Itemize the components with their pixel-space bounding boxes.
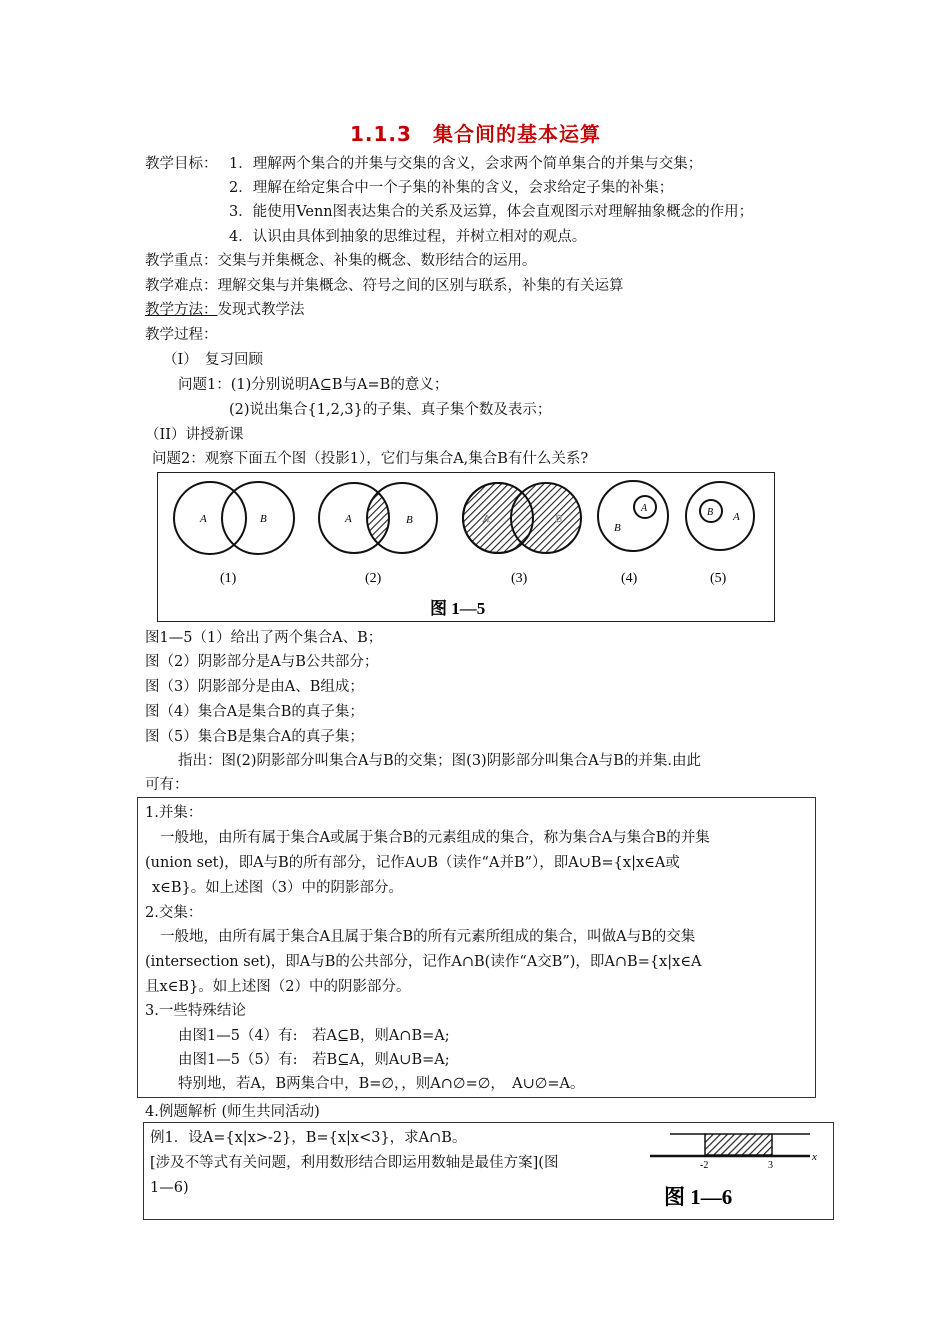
example-1-line-3: 1—6) [150, 1180, 189, 1196]
objective-item: 2．理解在给定集合中一个子集的补集的含义，会求给定子集的补集； [229, 180, 674, 196]
venn5-label-b: B [707, 507, 714, 518]
union-line: 一般地，由所有属于集合A或属于集合B的元素组成的集合，称为集合A与集合B的并集 [160, 830, 710, 846]
figure-note: 图（5）集合B是集合A的真子集； [145, 729, 364, 745]
special-line: 由图1—5（5）有: 若B⊆A，则A∪B=A; [178, 1052, 450, 1068]
question-1a: 问题1：(1)分别说明A⊆B与A=B的意义； [178, 377, 449, 393]
venn4-label-b: B [614, 522, 621, 534]
process-label: 教学过程： [145, 327, 218, 343]
intersection-title: 2.交集： [145, 905, 203, 921]
union-line: x∈B}。如上述图（3）中的阴影部分。 [152, 880, 404, 896]
venn1-label-a: A [200, 513, 207, 525]
venn2-label-a: A [345, 513, 352, 525]
special-line: 特别地，若A，B两集合中，B=∅，，则A∩∅=∅， A∪∅=A。 [178, 1076, 585, 1092]
venn3-label-a: A [483, 513, 490, 525]
question-2: 问题2：观察下面五个图（投影1），它们与集合A,集合B有什么关系? [152, 451, 589, 467]
venn1-circle-b [222, 482, 294, 554]
question-1b: (2)说出集合{1,2,3}的子集、真子集个数及表示； [229, 402, 552, 418]
difficulties: 教学难点：理解交集与并集概念、符号之间的区别与联系，补集的有关运算 [145, 278, 624, 294]
venn3-label-b: B [555, 513, 562, 525]
figure-note: 图（3）阴影部分是由A、B组成； [145, 679, 364, 695]
intersection-line: 一般地，由所有属于集合A且属于集合B的所有元素所组成的集合，叫做A与B的交集 [160, 929, 696, 945]
example-1-line-1: 例1．设A={x|x>-2}，B={x|x<3}，求A∩B。 [150, 1130, 467, 1146]
special-title: 3.一些特殊结论 [145, 1003, 246, 1019]
venn4-circle-b [598, 481, 668, 551]
new-lesson-heading: （II）讲授新课 [145, 427, 244, 443]
figure-note: 图1—5（1）给出了两个集合A、B； [145, 630, 383, 646]
objective-item: 3．能使用Venn图表达集合的关系及运算，体会直观图示对理解抽象概念的作用； [229, 204, 754, 220]
intersection-line: 且x∈B}。如上述图（2）中的阴影部分。 [145, 979, 411, 995]
venn4-label-a: A [641, 503, 648, 514]
method-line [145, 300, 305, 320]
examples-heading: 4.例题解析 (师生共同活动) [145, 1104, 320, 1120]
method-label: 教学方法： [145, 302, 218, 318]
venn3-circle-b [511, 483, 581, 553]
tick-minus-2: -2 [700, 1160, 709, 1171]
special-line: 由图1—5（4）有: 若A⊆B，则A∩B=A; [178, 1028, 450, 1044]
venn2-label-b: B [406, 514, 413, 526]
point-out-line-1: 指出：图(2)阴影部分叫集合A与B的交集；图(3)阴影部分叫集合A与B的并集.由此 [178, 753, 701, 769]
figure-1-5 [157, 472, 775, 622]
figure-label-3: (3) [511, 571, 528, 586]
page-title: 1.1.3 集合间的基本运算 [350, 122, 601, 146]
union-title: 1.并集： [145, 805, 203, 821]
figure-label-5: (5) [710, 571, 727, 586]
example-1-line-2: [涉及不等式有关问题，利用数形结合即运用数轴是最佳方案](图 [150, 1155, 559, 1171]
union-line: (union set)，即A与B的所有部分，记作A∪B（读作“A并B”），即A∪B={x|x∈A或 [145, 855, 680, 871]
key-points: 教学重点：交集与并集概念、补集的概念、数形结合的运用。 [145, 253, 537, 269]
point-out-line-2: 可有： [145, 777, 189, 793]
objectives-label: 教学目标： [145, 156, 218, 172]
figure-note: 图（4）集合A是集合B的真子集； [145, 704, 364, 720]
axis-label-x: x [812, 1151, 817, 1163]
figure-note: 图（2）阴影部分是A与B公共部分； [145, 654, 379, 670]
objective-item: 4．认识由具体到抽象的思维过程，并树立相对的观点。 [229, 229, 587, 245]
intersection-line: (intersection set)，即A与B的公共部分，记作A∩B(读作“A交B”)，即A∩B={x|x∈A [145, 954, 702, 970]
method-value: 发现式教学法 [217, 302, 305, 318]
figure-label-1: (1) [220, 571, 237, 586]
review-heading: （I） 复习回顾 [163, 352, 263, 368]
venn1-label-b: B [260, 513, 267, 525]
tick-3: 3 [768, 1160, 773, 1171]
intersection-region [705, 1134, 772, 1155]
figure-1-5-caption: 图 1—5 [430, 599, 486, 618]
venn1-circle-a [174, 482, 246, 554]
venn5-label-a: A [733, 511, 740, 523]
figure-1-6-caption: 图 1—6 [664, 1185, 733, 1209]
objective-item: 1．理解两个集合的并集与交集的含义，会求两个简单集合的并集与交集； [229, 156, 703, 172]
figure-label-4: (4) [621, 571, 638, 586]
figure-label-2: (2) [365, 571, 382, 586]
figure-1-6 [650, 1126, 828, 1218]
